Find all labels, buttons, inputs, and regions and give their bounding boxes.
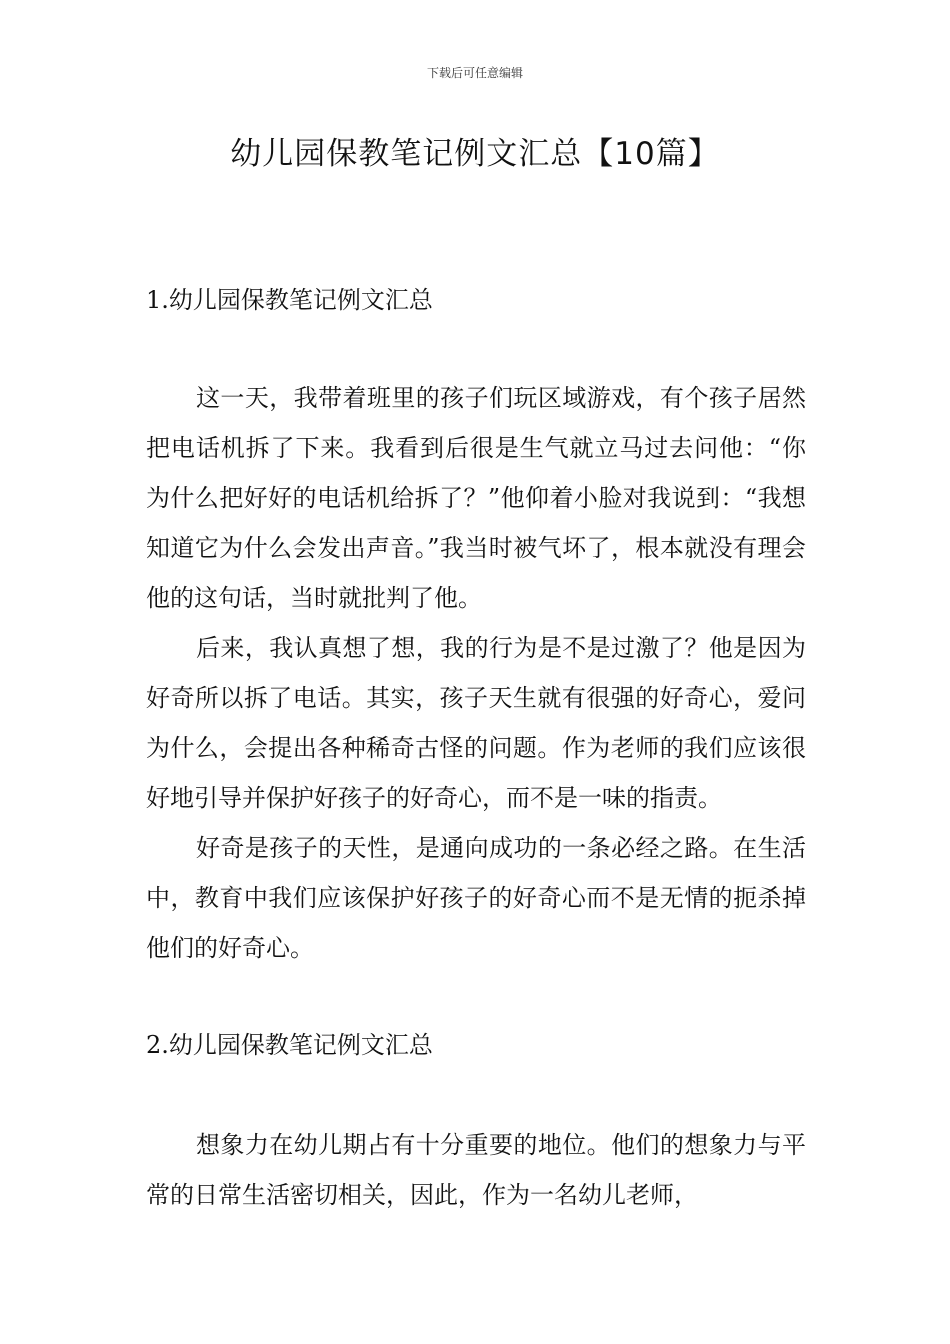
section-2-body [146,1120,806,1220]
section-1-body [146,373,806,973]
header-note: 下载后可任意编辑 [426,66,523,80]
section-1-heading: 1.幼儿园保教笔记例文汇总 [146,286,433,314]
document-title: 幼儿园保教笔记例文汇总【10篇】 [230,136,720,172]
section-1-paragraph-1: 这一天，我带着班里的孩子们玩区域游戏，有个孩子居然把电话机拆了下来。我看到后很是生气就立马过去问他：“你为什么把好好的电话机给拆了？”他仰着小脸对我说到：“我想知道它为什么会发出声音。”我当时被气坏了，根本就没有理会他的这句话，当时就批判了他。 [146,384,806,612]
section-1-paragraph-2: 后来，我认真想了想，我的行为是不是过激了？他是因为好奇所以拆了电话。其实，孩子天生就有很强的好奇心，爱问为什么，会提出各种稀奇古怪的问题。作为老师的我们应该很好地引导并保护好孩子的好奇心，而不是一味的指责。 [146,634,806,812]
section-2-heading: 2.幼儿园保教笔记例文汇总 [146,1031,433,1059]
section-1-paragraph-3: 好奇是孩子的天性，是通向成功的一条必经之路。在生活中，教育中我们应该保护好孩子的好奇心而不是无情的扼杀掉他们的好奇心。 [146,834,806,962]
section-2-paragraph-1: 想象力在幼儿期占有十分重要的地位。他们的想象力与平常的日常生活密切相关，因此，作为一名幼儿老师， [146,1131,806,1209]
